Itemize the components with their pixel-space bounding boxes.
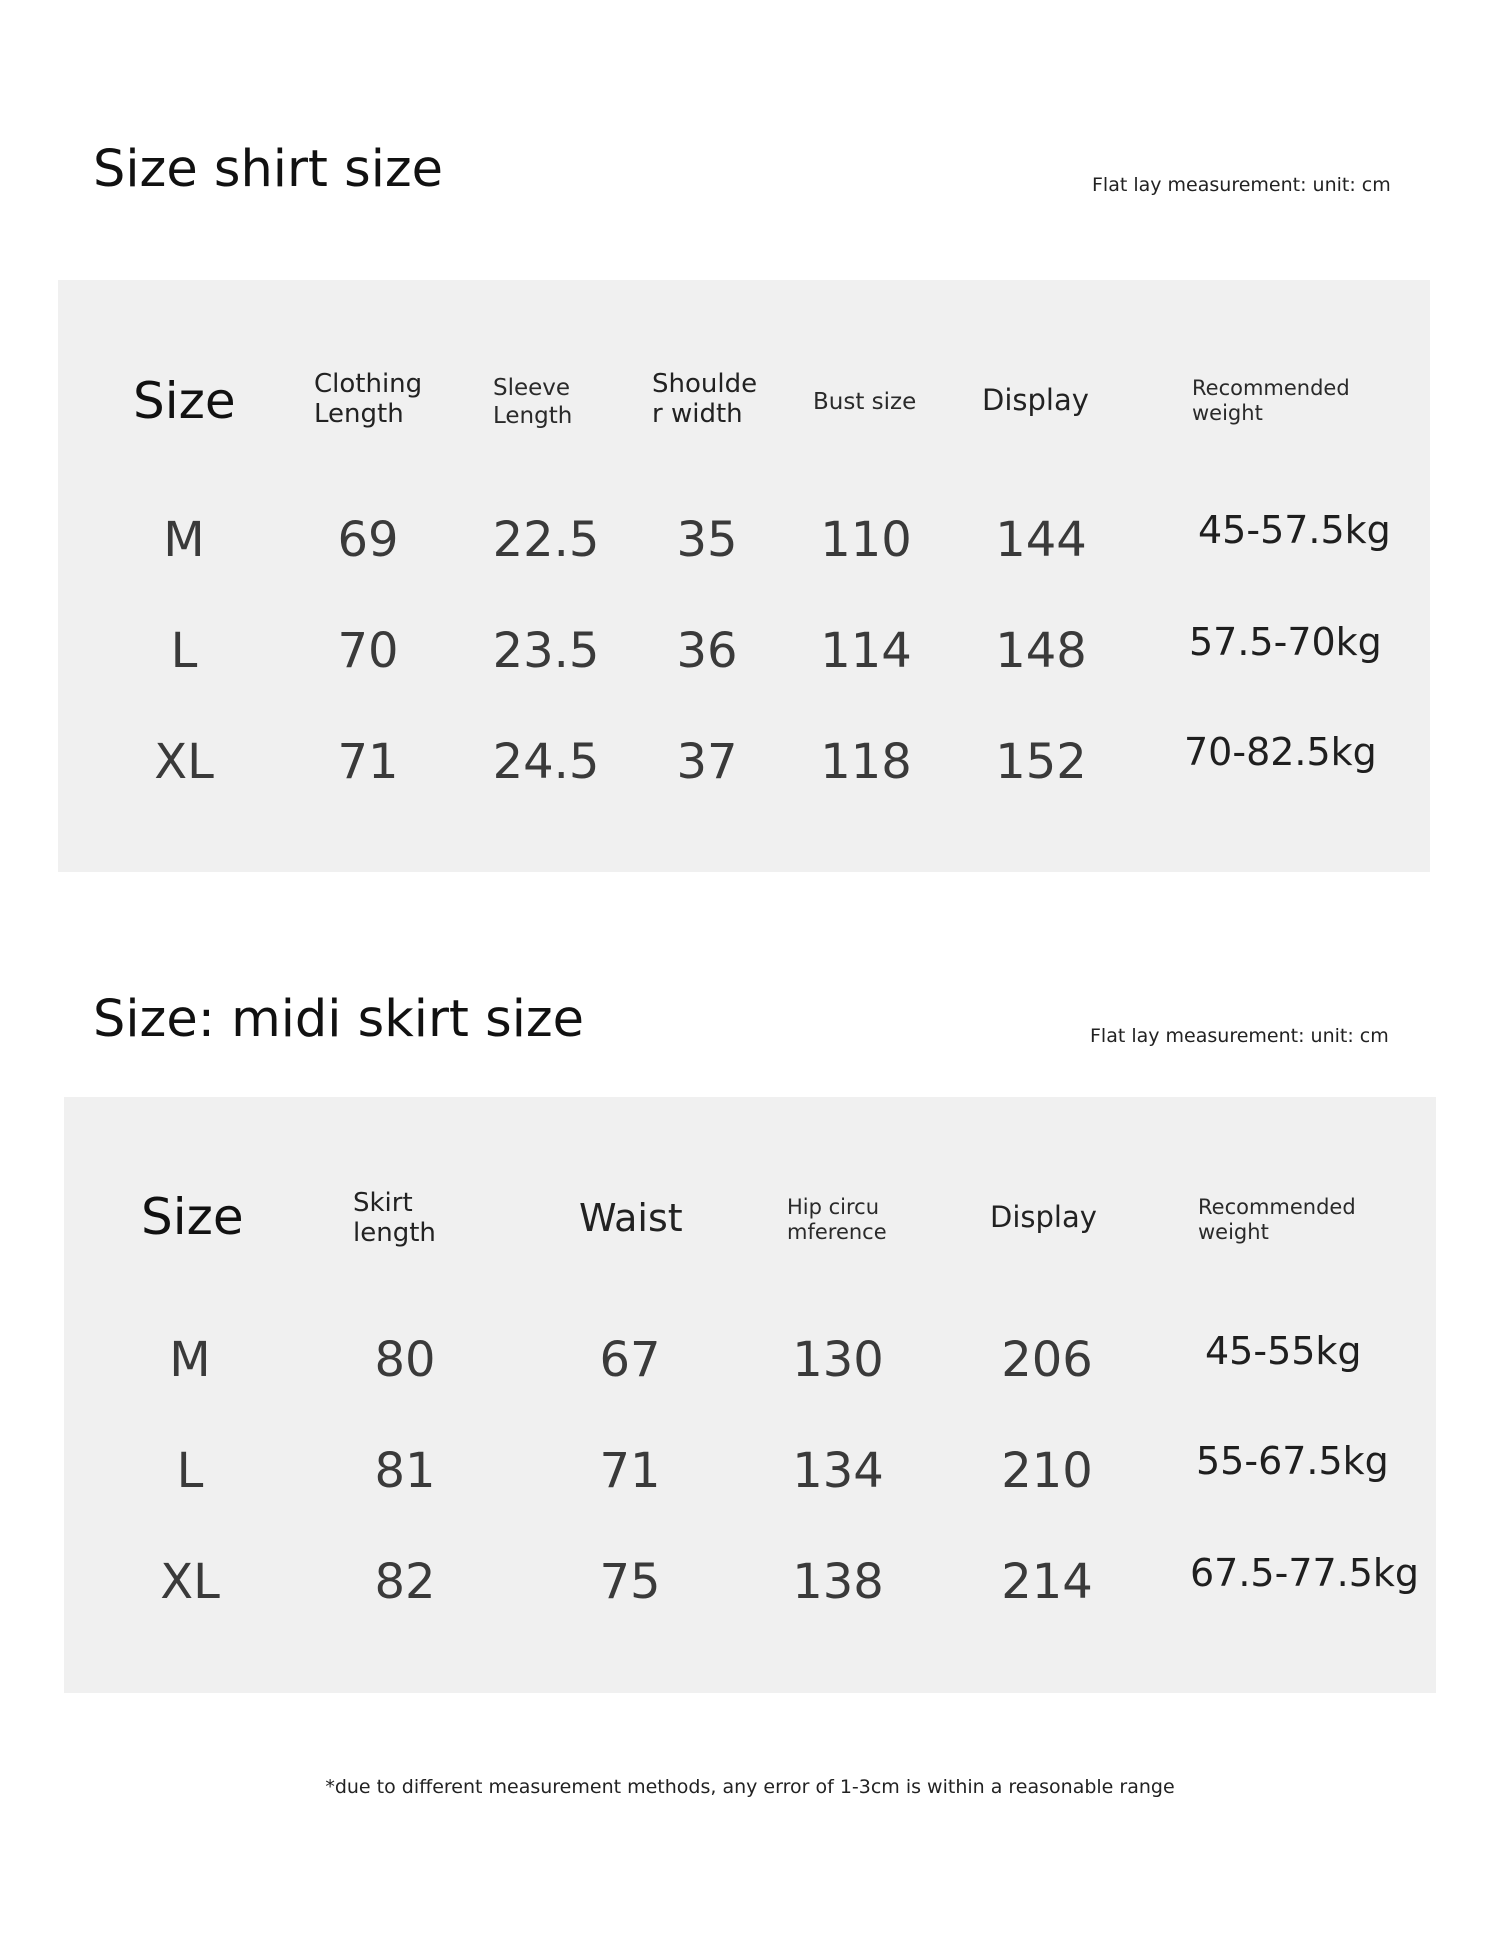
shirt-header-sleeve-length-line1: Sleeve bbox=[493, 375, 571, 401]
shirt-row-l-sleeve: 23.5 bbox=[492, 623, 600, 679]
shirt-row-xl-display: 152 bbox=[995, 734, 1087, 790]
skirt-row-xl-size: XL bbox=[160, 1554, 220, 1610]
shirt-row-xl-sleeve: 24.5 bbox=[492, 734, 600, 790]
skirt-row-l-weight: 55-67.5kg bbox=[1196, 1439, 1389, 1483]
shirt-header-recommended-weight-line2: weight bbox=[1192, 401, 1263, 425]
skirt-header-skirt-length-line2: length bbox=[353, 1218, 436, 1248]
shirt-header-shoulder-width-line1: Shoulde bbox=[652, 369, 758, 399]
shirt-row-m-bust: 110 bbox=[820, 512, 912, 568]
skirt-row-l-size: L bbox=[176, 1443, 204, 1499]
skirt-unit-note: Flat lay measurement: unit: cm bbox=[1090, 1025, 1389, 1047]
skirt-size-table bbox=[64, 1097, 1436, 1693]
shirt-row-l-bust: 114 bbox=[820, 623, 912, 679]
skirt-section-title: Size: midi skirt size bbox=[93, 990, 585, 1049]
skirt-header-waist: Waist bbox=[579, 1196, 683, 1240]
skirt-header-recommended-weight-line1: Recommended bbox=[1198, 1195, 1356, 1219]
shirt-header-shoulder-width-line2: r width bbox=[652, 399, 743, 429]
shirt-header-recommended-weight-line1: Recommended bbox=[1192, 376, 1350, 400]
shirt-header-clothing-length-line2: Length bbox=[314, 399, 404, 429]
skirt-header-recommended-weight-line2: weight bbox=[1198, 1220, 1269, 1244]
shirt-row-l-weight: 57.5-70kg bbox=[1189, 620, 1382, 664]
skirt-row-xl-length: 82 bbox=[374, 1554, 436, 1610]
skirt-header-skirt-length-line1: Skirt bbox=[353, 1188, 413, 1218]
skirt-header-skirt-length bbox=[353, 1188, 436, 1248]
shirt-row-l-shoulder: 36 bbox=[676, 623, 738, 679]
skirt-row-m-weight: 45-55kg bbox=[1205, 1329, 1362, 1373]
shirt-row-xl-weight: 70-82.5kg bbox=[1184, 730, 1377, 774]
skirt-row-l-waist: 71 bbox=[599, 1443, 661, 1499]
shirt-row-m-weight: 45-57.5kg bbox=[1198, 508, 1391, 552]
skirt-header-display: Display bbox=[990, 1200, 1097, 1234]
shirt-header-display: Display bbox=[982, 383, 1089, 417]
shirt-row-m-display: 144 bbox=[995, 512, 1087, 568]
shirt-header-size: Size bbox=[133, 372, 236, 430]
skirt-row-xl-weight: 67.5-77.5kg bbox=[1190, 1551, 1420, 1595]
shirt-row-l-size: L bbox=[170, 623, 198, 679]
shirt-row-xl-bust: 118 bbox=[820, 734, 912, 790]
skirt-row-l-hip: 134 bbox=[792, 1443, 884, 1499]
shirt-header-recommended-weight bbox=[1192, 376, 1350, 426]
shirt-header-sleeve-length bbox=[493, 374, 572, 430]
shirt-header-shoulder-width bbox=[652, 369, 757, 429]
shirt-row-xl-length: 71 bbox=[337, 734, 399, 790]
skirt-row-m-hip: 130 bbox=[792, 1332, 884, 1388]
skirt-row-m-display: 206 bbox=[1001, 1332, 1093, 1388]
skirt-row-m-length: 80 bbox=[374, 1332, 436, 1388]
shirt-row-l-display: 148 bbox=[995, 623, 1087, 679]
skirt-row-m-waist: 67 bbox=[599, 1332, 661, 1388]
skirt-row-xl-hip: 138 bbox=[792, 1554, 884, 1610]
skirt-row-l-display: 210 bbox=[1001, 1443, 1093, 1499]
shirt-header-clothing-length bbox=[314, 369, 422, 429]
skirt-header-hip-circumference-line1: Hip circu bbox=[787, 1195, 880, 1219]
skirt-header-hip-circumference bbox=[787, 1195, 887, 1245]
skirt-header-size: Size bbox=[141, 1188, 244, 1246]
skirt-row-m-size: M bbox=[169, 1332, 211, 1388]
shirt-unit-note: Flat lay measurement: unit: cm bbox=[1092, 174, 1391, 196]
shirt-row-m-sleeve: 22.5 bbox=[492, 512, 600, 568]
shirt-row-xl-shoulder: 37 bbox=[676, 734, 738, 790]
shirt-row-m-size: M bbox=[163, 512, 205, 568]
shirt-header-clothing-length-line1: Clothing bbox=[314, 369, 423, 399]
shirt-section-title: Size shirt size bbox=[93, 140, 444, 199]
shirt-header-bust-size: Bust size bbox=[813, 389, 917, 415]
measurement-footnote: *due to different measurement methods, any error of 1-3cm is within a reasonable range bbox=[325, 1776, 1175, 1798]
shirt-row-xl-size: XL bbox=[154, 734, 214, 790]
skirt-row-xl-display: 214 bbox=[1001, 1554, 1093, 1610]
shirt-row-m-shoulder: 35 bbox=[676, 512, 738, 568]
skirt-row-xl-waist: 75 bbox=[599, 1554, 661, 1610]
skirt-row-l-length: 81 bbox=[374, 1443, 436, 1499]
shirt-header-sleeve-length-line2: Length bbox=[493, 403, 573, 429]
shirt-row-m-length: 69 bbox=[337, 512, 399, 568]
skirt-header-recommended-weight bbox=[1198, 1195, 1356, 1245]
skirt-header-hip-circumference-line2: mference bbox=[787, 1220, 887, 1244]
shirt-size-table bbox=[58, 280, 1430, 872]
shirt-row-l-length: 70 bbox=[337, 623, 399, 679]
